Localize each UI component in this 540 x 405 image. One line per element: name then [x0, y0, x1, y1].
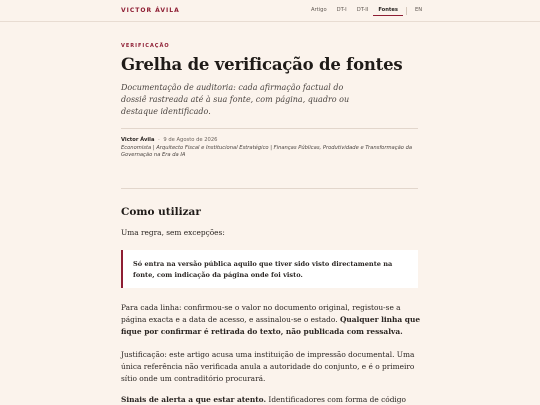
main-nav — [306, 6, 427, 16]
nav-item-dt-ii[interactable]: DT-II — [356, 7, 369, 13]
top-bar — [0, 0, 540, 22]
paragraph-justification: Justificação: este artigo acusa uma instituição de impressão documental. Uma única referência não verificada anula a autoridade do conjunto, e é o primeiro sítio onde um contraditório procurará. — [121, 350, 415, 383]
author-name[interactable]: Victor Ávila — [121, 137, 155, 143]
rule-callout: Só entra na versão pública aquilo que tiver sido visto directamente na fonte, com indicação da página onde foi visto. — [121, 250, 418, 288]
publish-date: 9 de Agosto de 2026 — [163, 137, 218, 143]
paragraph-procedure-emphasis: Qualquer linha que fique por confirmar é retirada do texto, não publicada com ressalva. — [121, 315, 421, 336]
warning-signs-heading: Sinais de alerta a que estar atento. — [121, 395, 267, 404]
page-title: Grelha de verificação de fontes — [121, 55, 403, 74]
paragraph-procedure — [121, 302, 421, 338]
section-heading: Como utilizar — [121, 206, 201, 218]
nav-item-dt-i[interactable]: DT-I — [336, 7, 347, 13]
byline-separator: · — [158, 137, 160, 143]
site-brand[interactable]: VICTOR ÁVILA — [121, 7, 180, 14]
divider-bottom — [121, 188, 418, 189]
warning-signs-text: Identificadores com forma de código — [268, 395, 406, 404]
language-toggle-en[interactable]: EN — [415, 7, 423, 13]
lead-text: Uma regra, sem excepções: — [121, 228, 225, 237]
paragraph-procedure-text: Para cada linha: confirmou-se o valor no documento original, registou-se a página exacta e a data de acesso, e assinalou-se o estado. — [121, 303, 401, 324]
author-roles: Economista | Arquitecto Fiscal e Institucional Estratégico | Finanças Públicas, Produtividade e Transformação da Governação na Era da IA — [121, 144, 413, 158]
page-subtitle: Documentação de auditoria: cada afirmação factual do dossiê rastreada até à sua fonte, com página, quadro ou destaque identificado. — [121, 83, 350, 116]
nav-divider — [406, 7, 407, 15]
nav-item-artigo[interactable]: Artigo — [311, 7, 327, 13]
paragraph-warning-signs — [121, 394, 421, 405]
section-kicker: VERIFICAÇÃO — [121, 43, 170, 49]
byline — [121, 137, 421, 160]
divider-top — [121, 128, 418, 129]
nav-item-fontes[interactable]: Fontes — [373, 6, 403, 16]
